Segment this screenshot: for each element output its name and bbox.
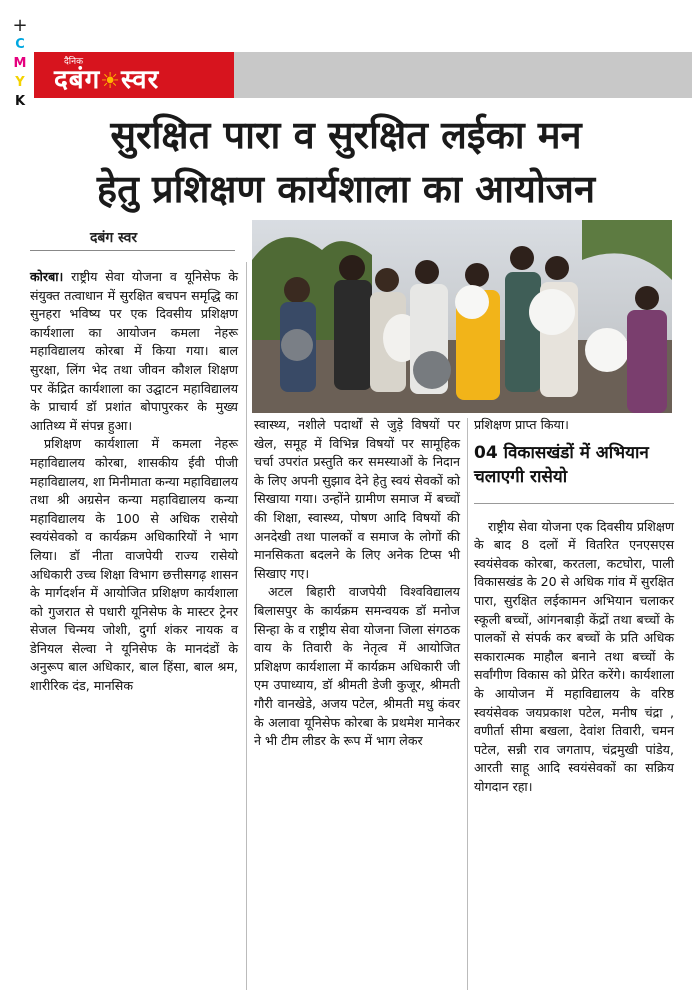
subheading-rule	[474, 503, 674, 504]
logo-small-text: दैनिक	[64, 57, 84, 67]
sun-icon: ☀	[100, 69, 122, 94]
article-paragraph-continued: स्वास्थ्य, नशीले पदार्थों से जुड़े विषयों पर खेल, समूह में विभिन्न विषयों पर सामूहिक चर्चा उपरांत प्रस्तुति कर समस्याओं के निदान के लिए अपनी सुझाव देने हेतु स्वयं सेवकों को सिखाया गया। उन्होंने ग्रामीण समाज में बच्चों की शिक्षा, स्वास्थ्य, पोषण आदि विषयों की अनदेखी तथा पालकों व समाज के लोगों की मानसिकता बदलने के लिए अनेक टिप्स भी सिखाए गए।	[254, 417, 460, 581]
article-column-2	[254, 416, 460, 751]
logo-name	[54, 60, 159, 96]
magenta-mark: M	[13, 56, 27, 71]
cyan-mark: C	[15, 37, 25, 52]
article-paragraph: राष्ट्रीय सेवा योजना एक दिवसीय प्रशिक्षण के बाद 8 दलों में वितरित एनएसएस स्वयंसेवक कोरबा, करतला, कटघोरा, पाली विकासखंड के 20 से अधिक गांव में सुरक्षित पारा, सुरक्षित लईकामन अभियान चलाकर स्कूली बच्चों, आंगनबाड़ी केंद्रों तथा बच्चों के पालकों से संपर्क कर बच्चों के प्रति अधिक सकारात्मक माहौल बनाने तथा बच्चों के सर्वांगीण विकास को प्रेरित करेंगे। कार्यशाला के आयोजन में महाविद्यालय के वरिष्ठ स्वयंसेवक जयप्रकाश पटेल, मनीष चंद्रा , वणीर्ता सीमा बखला, देवांश तिवारी, चमन पटेल, सन्नी राव जगताप, चंद्रमुखी पांडेय, आरती साहू आदि स्वयंसेवकों का सक्रिय योगदान रहा।	[474, 518, 674, 794]
registration-cross: +	[12, 15, 28, 36]
logo-name-part2: स्वर	[121, 65, 160, 95]
article-column-1	[30, 268, 238, 696]
article-paragraph: प्रशिक्षण कार्यशाला में कमला नेहरू महाविद्यालय कोरबा, शासकीय ईवी पीजी महाविद्यालय, शा मिनीमाता कन्या महाविद्यालय तथा श्री अग्रसेन कन्या महाविद्यालय कन्या महाविद्यालय के 100 से अधिक रासेयो स्वयंसेवको व कार्यक्रम अधिकारियों ने भाग लिया। डॉ नीता वाजपेयी राज्य रासेयो अधिकारी उच्च शिक्षा विभाग छत्तीसगढ़ शासन के मार्गदर्शन में आयोजित प्रशिक्षण कार्यशाला को गुजरात से पधारी यूनिसेफ के मास्टर ट्रेनर सेजल चिन्मय जोशी, दुर्गा शंकर नायक व डेनियल सेल्वा ने यूनिसेफ के मानदंडों के अनुरूप बाल अधिकार, बाल हिंसा, बाल श्रम, शारीरिक दंड, मानसिक	[30, 436, 238, 694]
logo-name-part1: दबंग	[54, 65, 101, 95]
print-registration-marks	[10, 16, 30, 111]
byline-rule	[30, 250, 235, 251]
news-photo	[252, 220, 672, 413]
column-divider	[467, 418, 468, 990]
article-paragraph	[30, 268, 238, 435]
dateline: कोरबा।	[30, 269, 64, 284]
column-divider	[246, 262, 247, 990]
subheading: 04 विकासखंडों में अभियान चलाएगी रासेयो	[474, 442, 649, 487]
article-paragraph: अटल बिहारी वाजपेयी विश्वविद्यालय बिलासपुर के कार्यक्रम समन्वयक डॉ मनोज सिन्हा के व राष्ट्रीय सेवा योजना जिला संगठक वाय के तिवारी के नेतृत्व में आयोजित प्रशिक्षण कार्यशाला में कार्यक्रम अधिकारी जी एम उपाध्याय, डॉ श्रीमती डेजी कुजूर, श्रीमती गौरी वानखेडे, अजय पटेल, श्रीमती मधु कंवर के अलावा यूनिसेफ कोरबा के प्रथमेश मानेकर ने भी टीम लीडर के रूप में भाग लेकर	[254, 584, 460, 749]
black-mark: K	[14, 94, 26, 109]
newspaper-logo	[34, 52, 234, 98]
headline-line-2: हेतु प्रशिक्षण कार्यशाला का आयोजन	[96, 167, 596, 211]
headline-line-1: सुरक्षित पारा व सुरक्षित लईका मन	[110, 113, 582, 157]
article-paragraph-text: राष्ट्रीय सेवा योजना व यूनिसेफ के संयुक्त तत्वाधान में सुरक्षित बचपन समृद्धि का सुनहरा भविष्य पर एक दिवसीय प्रशिक्षण कार्यशाला का आयोजन कमला नेहरू महाविद्यालय कोरबा में किया गया। बाल सुरक्षा, लिंग भेद तथा जीवन कौशल शिक्षण पर केंद्रित कार्यशाला का उद्घाटन महाविद्यालय के प्राचार्य डॉ प्रशांत बोपापुरकर के मुख्य आतिथ्य में संपन्न हुआ।	[30, 269, 238, 433]
byline: दबंग स्वर	[90, 230, 138, 246]
article-column-3	[474, 416, 674, 797]
yellow-mark: Y	[15, 75, 25, 90]
article-paragraph-continued: प्रशिक्षण प्राप्त किया।	[474, 417, 569, 432]
